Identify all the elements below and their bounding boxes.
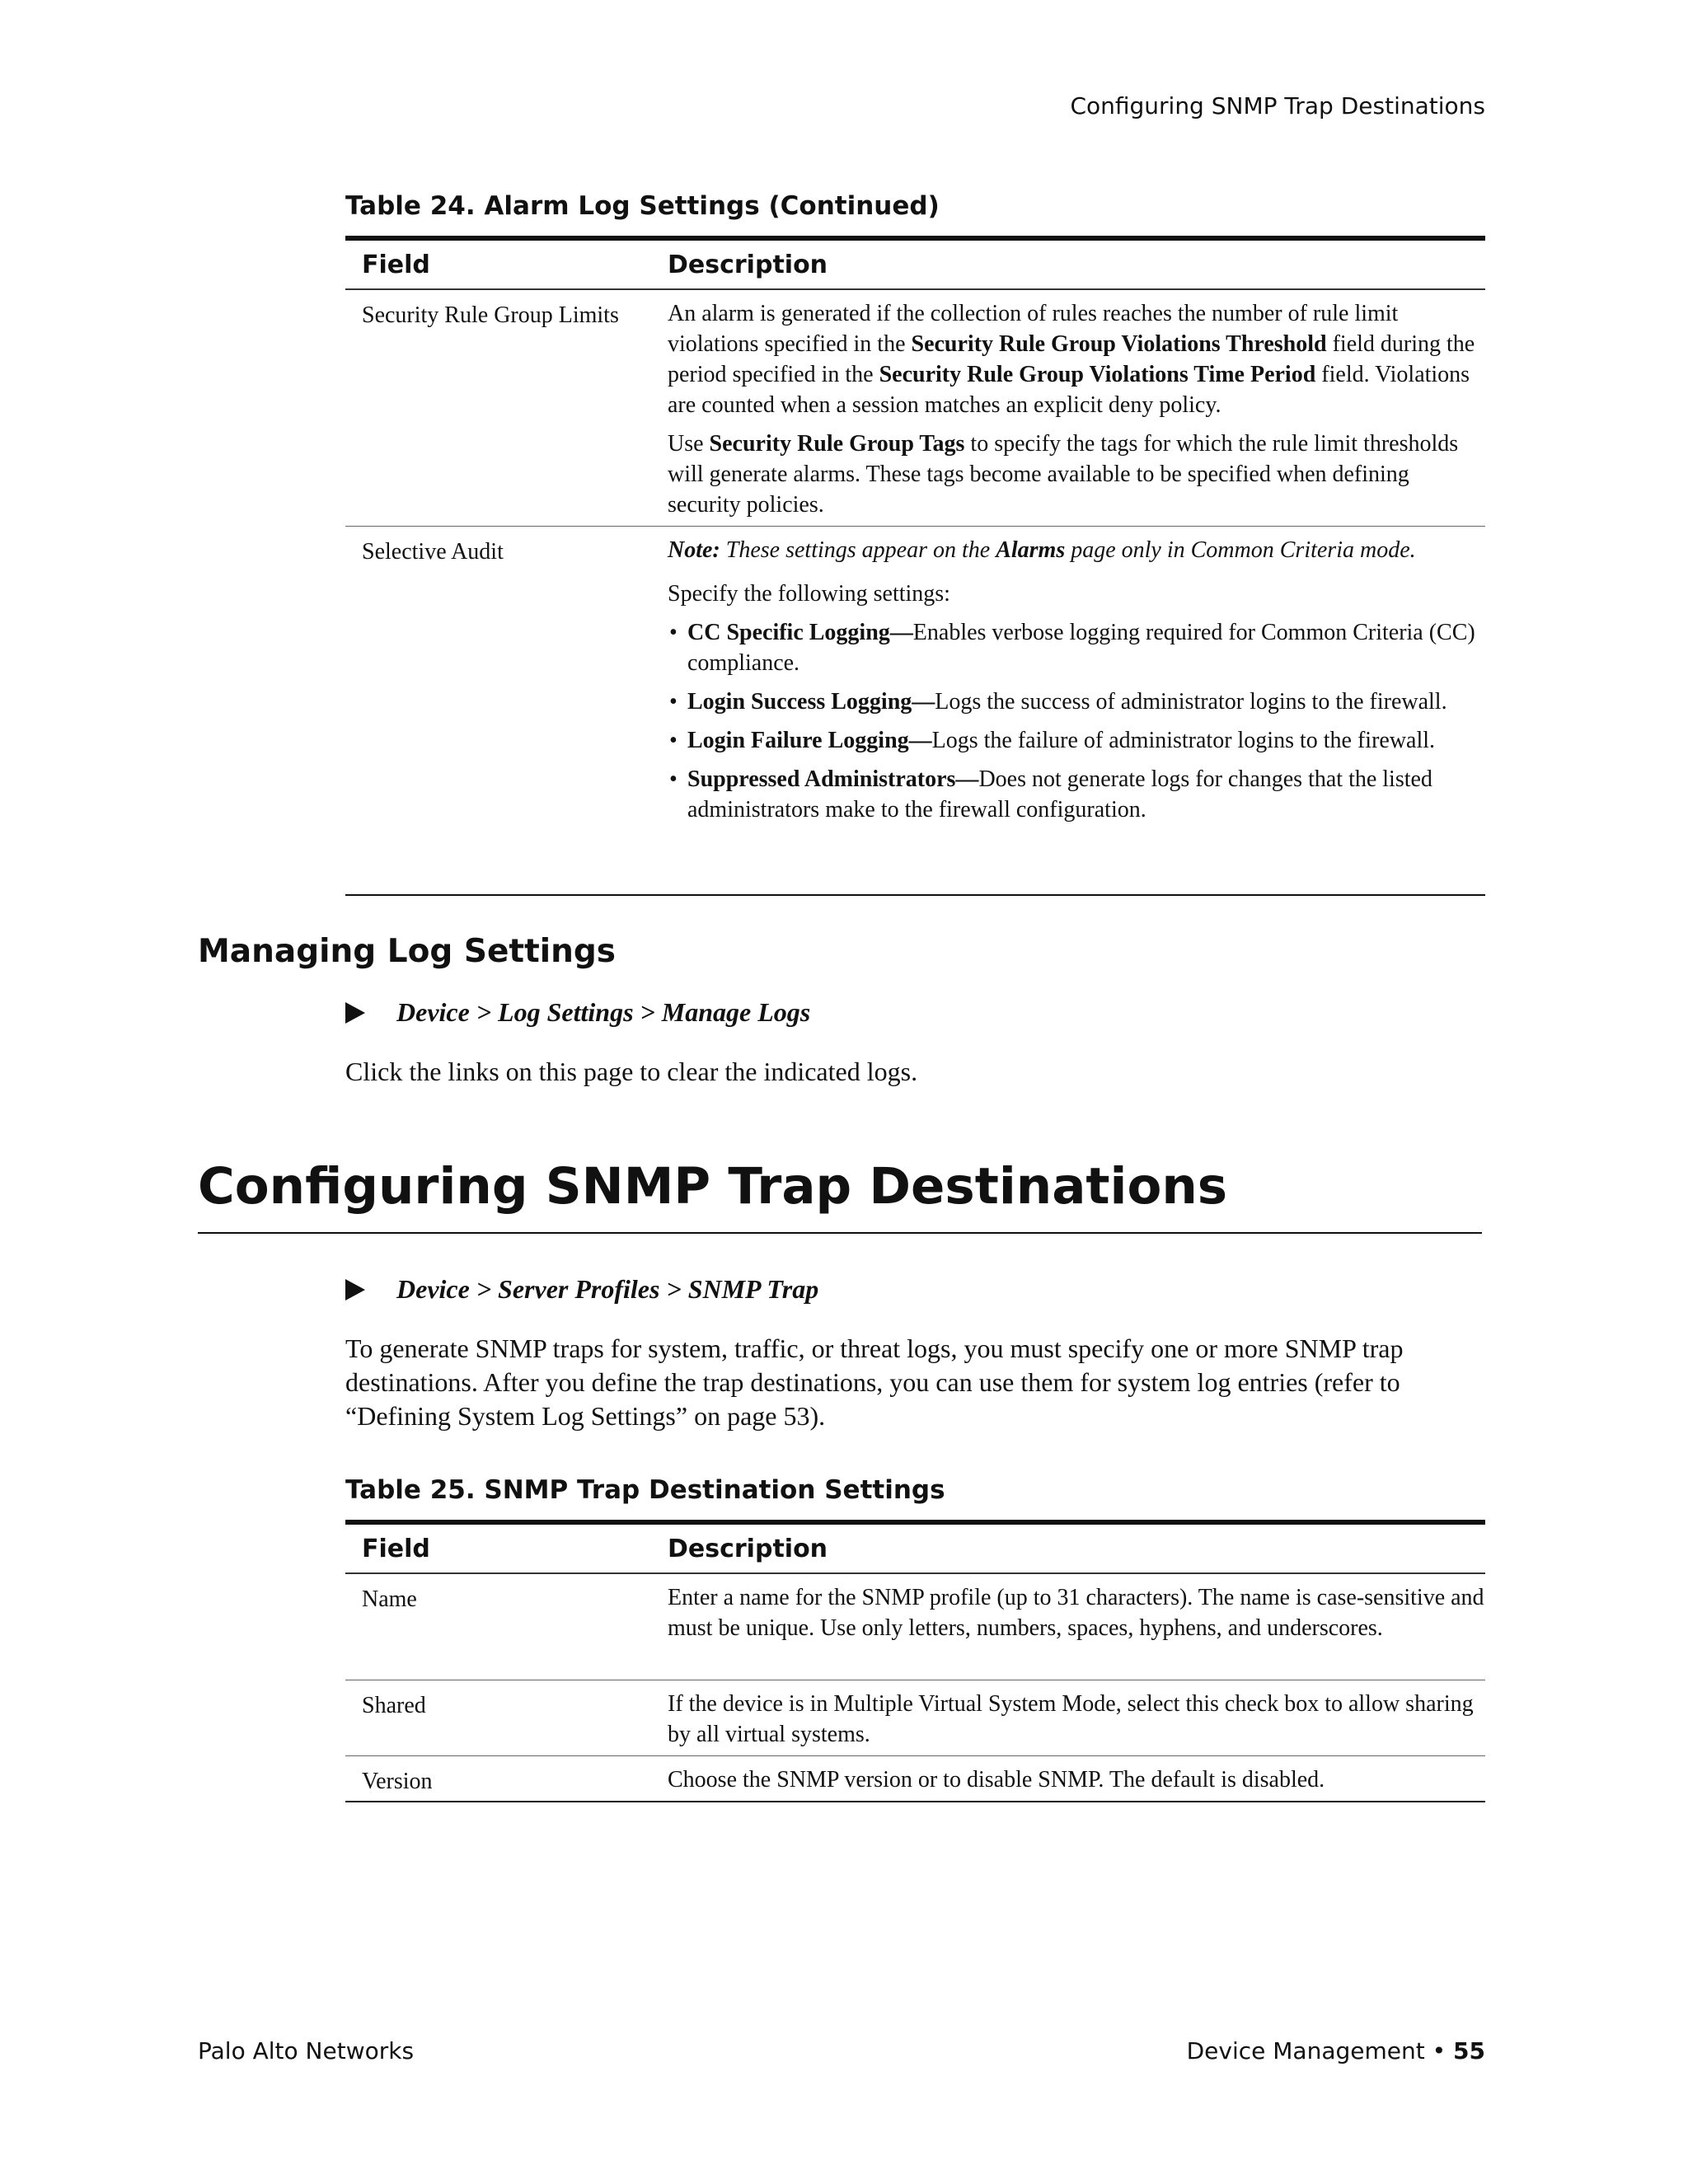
text-run: field. Violations are counted when a session matches an explicit deny policy. bbox=[668, 362, 1470, 418]
row-description bbox=[651, 527, 1485, 894]
header-description: Description bbox=[668, 250, 828, 279]
text-run: field during the period specified in the bbox=[668, 331, 1475, 387]
setting-text: Logs the failure of administrator logins to the firewall. bbox=[931, 728, 1436, 753]
section-heading-managing-log-settings: Managing Log Settings bbox=[198, 933, 616, 970]
settings-list bbox=[668, 617, 1485, 825]
text-run: These settings appear on the bbox=[720, 537, 996, 563]
setting-name: Login Failure Logging— bbox=[687, 728, 932, 753]
table-header bbox=[345, 236, 1485, 290]
field-name: Security Rule Group Violations Threshold bbox=[911, 331, 1327, 357]
page-number: 55 bbox=[1453, 2037, 1485, 2064]
row-field: Security Rule Group Limits bbox=[362, 302, 619, 328]
footer-page bbox=[1187, 2037, 1485, 2064]
description-paragraph: Specify the following settings: bbox=[668, 581, 950, 607]
table-25 bbox=[345, 1520, 1485, 1802]
nav-path-text: Device > Server Profiles > SNMP Trap bbox=[396, 1274, 819, 1304]
play-arrow-icon bbox=[345, 1002, 365, 1024]
table-row bbox=[345, 1680, 1485, 1756]
table-24-caption: Table 24. Alarm Log Settings (Continued) bbox=[345, 191, 940, 221]
field-name: Security Rule Group Violations Time Period bbox=[879, 362, 1316, 387]
field-name: Security Rule Group Tags bbox=[709, 431, 965, 457]
text-run: to specify the tags for which the rule limit thresholds will generate alarms. These tags become available to be specified when defining security policies. bbox=[668, 431, 1459, 518]
text-run: An alarm is generated if the collection of rules reaches the number of rule limit violations specified in the bbox=[668, 301, 1399, 357]
row-field: Shared bbox=[362, 1693, 426, 1718]
note bbox=[668, 535, 1485, 565]
row-field: Version bbox=[362, 1769, 433, 1794]
body-paragraph: To generate SNMP traps for system, traffic, or threat logs, you must specify one or more SNMP trap destinations. After you define the trap destinations, you can use them for system log entries (refer to “Defining System Log Settings” on page 53). bbox=[345, 1333, 1404, 1431]
setting-name: Suppressed Administrators— bbox=[687, 766, 979, 792]
nav-path bbox=[345, 1274, 818, 1305]
row-description: If the device is in Multiple Virtual System Mode, select this check box to allow sharing by all virtual systems. bbox=[668, 1691, 1474, 1747]
list-item bbox=[668, 764, 1485, 825]
setting-text: Does not generate logs for changes that the listed administrators make to the firewall configuration. bbox=[687, 766, 1432, 823]
nav-path bbox=[345, 997, 810, 1028]
table-row bbox=[345, 290, 1485, 527]
row-description: Choose the SNMP version or to disable SNMP. The default is disabled. bbox=[668, 1767, 1325, 1793]
setting-text: Logs the success of administrator logins to the firewall. bbox=[935, 689, 1447, 715]
nav-path-text: Device > Log Settings > Manage Logs bbox=[396, 997, 811, 1027]
list-item bbox=[668, 617, 1485, 678]
list-item bbox=[668, 687, 1485, 717]
text-run: Use bbox=[668, 431, 710, 457]
table-row bbox=[345, 1756, 1485, 1802]
header-field: Field bbox=[362, 1534, 430, 1563]
setting-text: Enables verbose logging required for Common Criteria (CC) compliance. bbox=[687, 620, 1475, 676]
table-row bbox=[345, 527, 1485, 896]
chapter-heading: Configuring SNMP Trap Destinations bbox=[198, 1157, 1228, 1216]
note-label: Note: bbox=[668, 537, 720, 563]
text-run: page only in Common Criteria mode. bbox=[1065, 537, 1416, 563]
row-field: Name bbox=[362, 1586, 417, 1612]
setting-name: CC Specific Logging— bbox=[687, 620, 913, 645]
table-row bbox=[345, 1574, 1485, 1680]
table-25-caption: Table 25. SNMP Trap Destination Settings bbox=[345, 1475, 945, 1505]
description-paragraph bbox=[668, 298, 1485, 420]
play-arrow-icon bbox=[345, 1279, 365, 1301]
row-field: Selective Audit bbox=[362, 539, 504, 565]
row-description bbox=[651, 290, 1485, 526]
footer-section: Device Management • bbox=[1186, 2037, 1454, 2064]
setting-name: Login Success Logging— bbox=[687, 689, 935, 715]
heading-rule bbox=[198, 1232, 1482, 1234]
footer-company: Palo Alto Networks bbox=[198, 2037, 415, 2064]
description-paragraph bbox=[668, 429, 1485, 520]
header-field: Field bbox=[362, 250, 430, 279]
running-header: Configuring SNMP Trap Destinations bbox=[1070, 92, 1485, 120]
row-description: Enter a name for the SNMP profile (up to 31 characters). The name is case-sensitive and must be unique. Use only letters, numbers, spaces, hyphens, and underscores. bbox=[668, 1585, 1484, 1641]
field-name: Alarms bbox=[996, 537, 1066, 563]
body-paragraph: Click the links on this page to clear the indicated logs. bbox=[345, 1057, 918, 1086]
list-item bbox=[668, 725, 1485, 756]
table-header bbox=[345, 1520, 1485, 1574]
header-description: Description bbox=[668, 1534, 828, 1563]
table-24 bbox=[345, 236, 1485, 896]
